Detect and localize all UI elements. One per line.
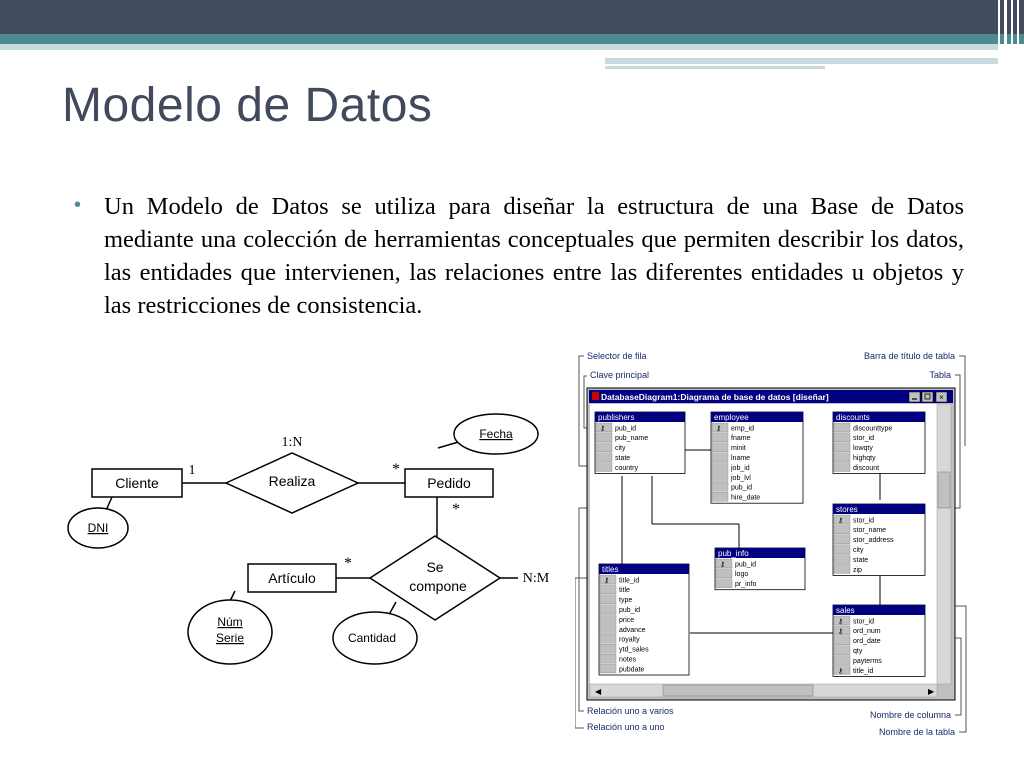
db-column-name: highqty	[853, 455, 876, 462]
row-selector	[600, 585, 616, 594]
db-table-name: publishers	[598, 413, 635, 422]
db-column-name: discounttype	[853, 425, 893, 433]
callout-nombre-columna: Nombre de columna	[869, 710, 951, 720]
db-column-name: ytd_sales	[619, 646, 649, 654]
row-selector	[600, 654, 616, 663]
cardinality-star-pedido-down: *	[452, 501, 460, 518]
header-bar-teal	[0, 34, 1024, 44]
row-selector	[834, 565, 850, 574]
db-column-name: title_id	[853, 667, 874, 675]
primary-key-icon: ⚷	[716, 425, 722, 433]
db-column-name: qty	[853, 648, 863, 655]
db-column-name: title_id	[619, 577, 640, 585]
row-selector	[834, 636, 850, 645]
db-column-name: title	[619, 587, 630, 595]
row-selector	[600, 634, 616, 643]
db-column-name: pub_id	[615, 425, 637, 433]
row-selector	[834, 423, 850, 432]
db-column-name: type	[619, 597, 633, 605]
db-column-name: pr_info	[735, 581, 757, 589]
row-selector	[600, 625, 616, 634]
er-diagram	[60, 410, 560, 680]
db-column-name: hire_date	[731, 494, 761, 502]
bullet-text: Un Modelo de Datos se utiliza para diseñar la estructura de una Base de Datos mediante una colección de herramientas conceptuales que permiten describir los datos, las entidades que intervienen, las relaciones entre las diferentes entidades u objetos y las restricciones de consistencia.	[104, 193, 964, 319]
row-selector	[600, 664, 616, 673]
db-column-name: city	[853, 547, 864, 554]
row-selector	[596, 443, 612, 452]
callout-relacion-uno: Relación uno a uno	[587, 722, 665, 732]
db-column-name: stor_id	[853, 618, 875, 626]
row-selector	[596, 453, 612, 462]
slide-title: Modelo de Datos	[62, 79, 433, 132]
db-column-name: discount	[853, 464, 880, 472]
bullet-item	[74, 190, 964, 322]
row-selector	[600, 605, 616, 614]
primary-key-icon: ⚷	[838, 618, 844, 626]
row-selector	[712, 473, 728, 482]
row-selector	[834, 463, 850, 472]
attribute-serie-label: Serie	[215, 631, 245, 645]
cardinality-star-pedido: *	[392, 461, 400, 478]
attribute-num-label: Núm	[217, 615, 243, 629]
vertical-scrollbar[interactable]	[937, 404, 951, 684]
db-table-publishers[interactable]	[595, 412, 685, 474]
svg-text:◀: ◀	[595, 687, 602, 696]
db-column-name: emp_id	[731, 425, 754, 433]
entity-articulo-label: Artículo	[268, 570, 316, 586]
db-table-name: employee	[714, 413, 749, 422]
db-table-pub_info[interactable]	[715, 548, 805, 590]
attribute-dni-label: DNI	[87, 521, 109, 535]
attribute-cantidad-label: Cantidad	[347, 631, 397, 645]
callout-clave-principal: Clave principal	[590, 370, 650, 380]
cardinality-star-articulo: *	[344, 555, 352, 572]
db-column-name: job_lvl	[731, 474, 751, 482]
header-bar-light-3	[605, 66, 825, 69]
callout-tabla: Tabla	[929, 370, 951, 380]
primary-key-icon: ⚷	[838, 668, 844, 675]
db-column-name: advance	[619, 626, 646, 634]
db-table-name: sales	[836, 606, 855, 615]
db-table-name: pub_info	[718, 549, 749, 558]
bullet-dot-icon: •	[74, 194, 82, 216]
db-column-name: pubdate	[619, 666, 645, 674]
row-selector	[712, 482, 728, 491]
row-selector	[712, 443, 728, 452]
db-column-name: job_id	[731, 464, 750, 472]
primary-key-icon: ⚷	[720, 561, 726, 569]
callout-selector-fila: Selector de fila	[587, 351, 647, 361]
row-selector	[834, 646, 850, 655]
db-column-name: stor_name	[853, 527, 887, 535]
relation-se-label: Se	[426, 559, 444, 575]
cardinality-nm: N:M	[522, 571, 550, 586]
row-selector	[712, 453, 728, 462]
db-column-name: lname	[731, 455, 751, 462]
row-selector	[596, 463, 612, 472]
db-column-name: pub_id	[619, 607, 641, 614]
cardinality-1: 1	[188, 463, 196, 478]
database-diagram	[575, 348, 970, 740]
db-column-name: pub_name	[615, 435, 649, 443]
db-column-name: ord_num	[853, 628, 881, 636]
header-bar-light-2	[605, 58, 1000, 64]
db-table-employee[interactable]	[711, 412, 803, 503]
primary-key-icon: ⚷	[600, 425, 606, 433]
db-column-name: state	[853, 556, 869, 564]
row-selector	[834, 545, 850, 554]
entity-pedido-label: Pedido	[427, 475, 471, 491]
callout-nombre-tabla: Nombre de la tabla	[878, 727, 955, 737]
db-column-name: payterms	[853, 657, 882, 665]
close-icon: ×	[939, 393, 944, 402]
db-column-name: zip	[853, 566, 862, 574]
primary-key-icon: ⚷	[838, 517, 844, 525]
db-column-name: ord_date	[853, 638, 881, 646]
relation-compone-label: compone	[409, 578, 467, 594]
row-selector	[834, 555, 850, 564]
maximize-button[interactable]	[922, 392, 933, 402]
header-vertical-lines	[992, 0, 1024, 70]
attribute-fecha-label: Fecha	[479, 427, 513, 441]
primary-key-icon: ⚷	[838, 628, 844, 636]
db-column-name: city	[615, 445, 626, 453]
db-table-titles[interactable]	[599, 564, 689, 675]
row-selector	[834, 656, 850, 665]
row-selector	[834, 535, 850, 544]
db-column-name: minit	[731, 445, 746, 453]
db-column-name: pub_id	[735, 561, 757, 569]
db-table-name: stores	[836, 505, 858, 514]
header-bar-light	[0, 44, 1000, 50]
row-selector	[600, 615, 616, 624]
db-column-name: price	[619, 616, 635, 624]
row-selector	[834, 453, 850, 462]
row-selector	[716, 569, 732, 578]
callout-relacion-varios: Relación uno a varios	[587, 706, 674, 716]
db-column-name: stor_id	[853, 435, 875, 443]
db-table-name: titles	[602, 565, 619, 574]
db-table-stores[interactable]	[833, 504, 925, 575]
row-selector	[600, 644, 616, 653]
db-column-name: stor_id	[853, 517, 875, 525]
row-selector	[834, 525, 850, 534]
db-column-name: pub_id	[731, 484, 753, 492]
window-title: DatabaseDiagram1:Diagrama de base de datos [diseñar]	[601, 392, 829, 402]
entity-cliente-label: Cliente	[115, 475, 159, 491]
primary-key-icon: ⚷	[604, 577, 610, 585]
row-selector	[712, 492, 728, 501]
db-table-sales[interactable]	[833, 605, 925, 676]
relation-realiza-label: Realiza	[268, 473, 316, 489]
db-table-name: discounts	[836, 413, 870, 422]
row-selector	[600, 595, 616, 604]
row-selector	[834, 433, 850, 442]
window-controls[interactable]	[909, 392, 947, 402]
db-column-name: stor_address	[853, 537, 894, 545]
db-column-name: state	[615, 455, 631, 462]
cardinality-1n: 1:N	[281, 435, 303, 450]
db-column-name: notes	[619, 656, 637, 664]
db-column-name: logo	[735, 571, 749, 579]
db-column-name: royalty	[619, 636, 640, 644]
db-column-name: fname	[731, 435, 751, 443]
row-selector	[596, 433, 612, 442]
row-selector	[712, 463, 728, 472]
db-column-name: lowqty	[853, 445, 873, 453]
svg-text:▶: ▶	[928, 687, 935, 696]
row-selector	[712, 433, 728, 442]
callout-barra-titulo: Barra de título de tabla	[863, 351, 955, 361]
row-selector	[716, 579, 732, 588]
row-selector	[834, 443, 850, 452]
db-column-name: country	[615, 464, 638, 472]
minimize-button[interactable]	[909, 392, 920, 402]
header-bar-dark	[0, 0, 1024, 34]
db-table-discounts[interactable]	[833, 412, 925, 474]
